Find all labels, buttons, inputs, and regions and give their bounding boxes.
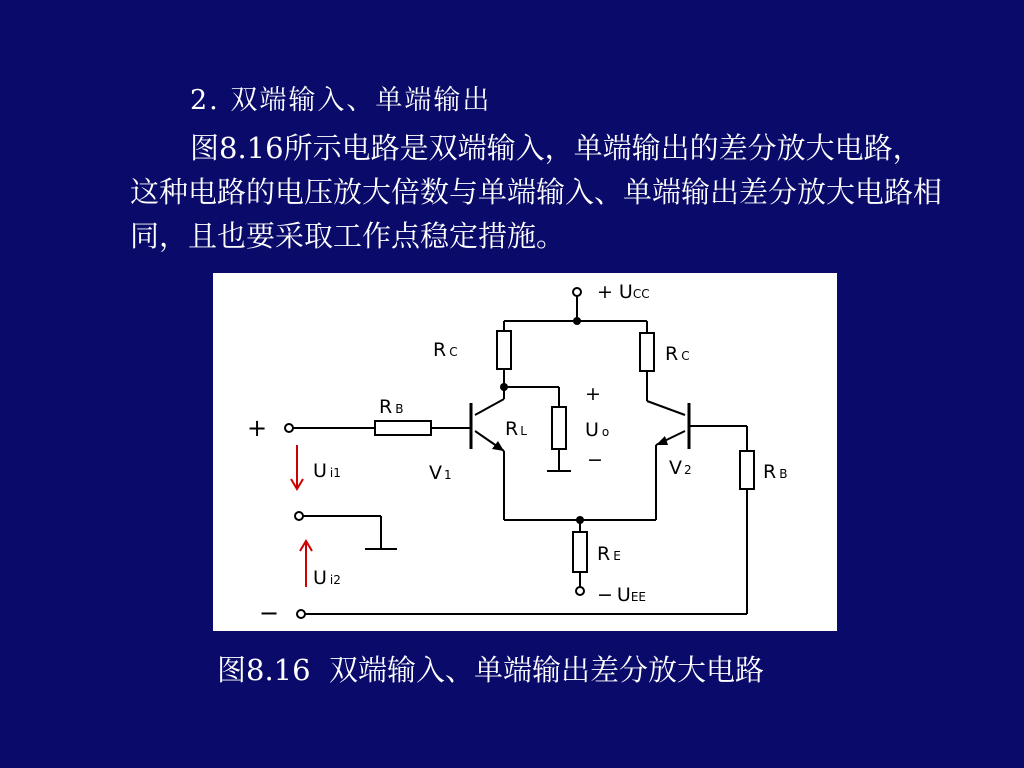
rc-left-resistor bbox=[497, 331, 511, 369]
rc-right-label: R C bbox=[665, 343, 690, 365]
junction-dot bbox=[576, 516, 584, 524]
re-label: R E bbox=[597, 543, 621, 565]
input-plus-terminal bbox=[285, 424, 293, 432]
junction-dot bbox=[573, 317, 581, 325]
re-resistor bbox=[573, 532, 587, 572]
rb-right-resistor bbox=[740, 451, 754, 489]
vcc-label: + UCC bbox=[597, 281, 650, 303]
v2-emitter-arrow bbox=[656, 436, 668, 445]
figure-caption: 图8.16 双端输入、单端输出差分放大电路 bbox=[217, 653, 765, 687]
rb-left-resistor bbox=[375, 421, 431, 435]
ui1-label: Ui1 bbox=[313, 460, 341, 482]
rc-left-label: R C bbox=[433, 339, 458, 361]
circuit-diagram bbox=[213, 273, 837, 631]
junction-dot bbox=[500, 383, 508, 391]
vcc-terminal bbox=[573, 288, 581, 296]
rb-left-label: R B bbox=[379, 396, 404, 418]
uo-minus: − bbox=[587, 449, 603, 471]
circuit-figure bbox=[213, 273, 837, 631]
input-plus-label: + bbox=[247, 414, 268, 442]
uo-plus: + bbox=[585, 383, 601, 405]
v2-label: V 2 bbox=[669, 457, 692, 479]
circuit-wires bbox=[285, 288, 754, 618]
vee-terminal bbox=[576, 587, 584, 595]
v1-emitter-arrow bbox=[492, 441, 504, 451]
section-heading: 2. 双端输入、单端输出 bbox=[190, 85, 492, 116]
rc-right-resistor bbox=[640, 333, 654, 371]
body-paragraph: 图8.16所示电路是双端输入，单端输出的差分放大电路，这种电路的电压放大倍数与单端输入、单端输出差分放大电路相同，且也要采取工作点稳定措施。 bbox=[130, 131, 943, 253]
uo-label: Uo bbox=[585, 419, 610, 441]
rb-right-label: R B bbox=[763, 461, 788, 483]
ui2-label: Ui2 bbox=[313, 567, 341, 589]
input-minus-terminal bbox=[297, 610, 305, 618]
rl-label: R L bbox=[505, 418, 527, 440]
ground-terminal bbox=[295, 512, 303, 520]
input-minus-label: − bbox=[259, 599, 280, 627]
v1-label: V 1 bbox=[429, 462, 452, 484]
vee-label: − UEE bbox=[597, 584, 647, 606]
rl-resistor bbox=[552, 407, 566, 449]
